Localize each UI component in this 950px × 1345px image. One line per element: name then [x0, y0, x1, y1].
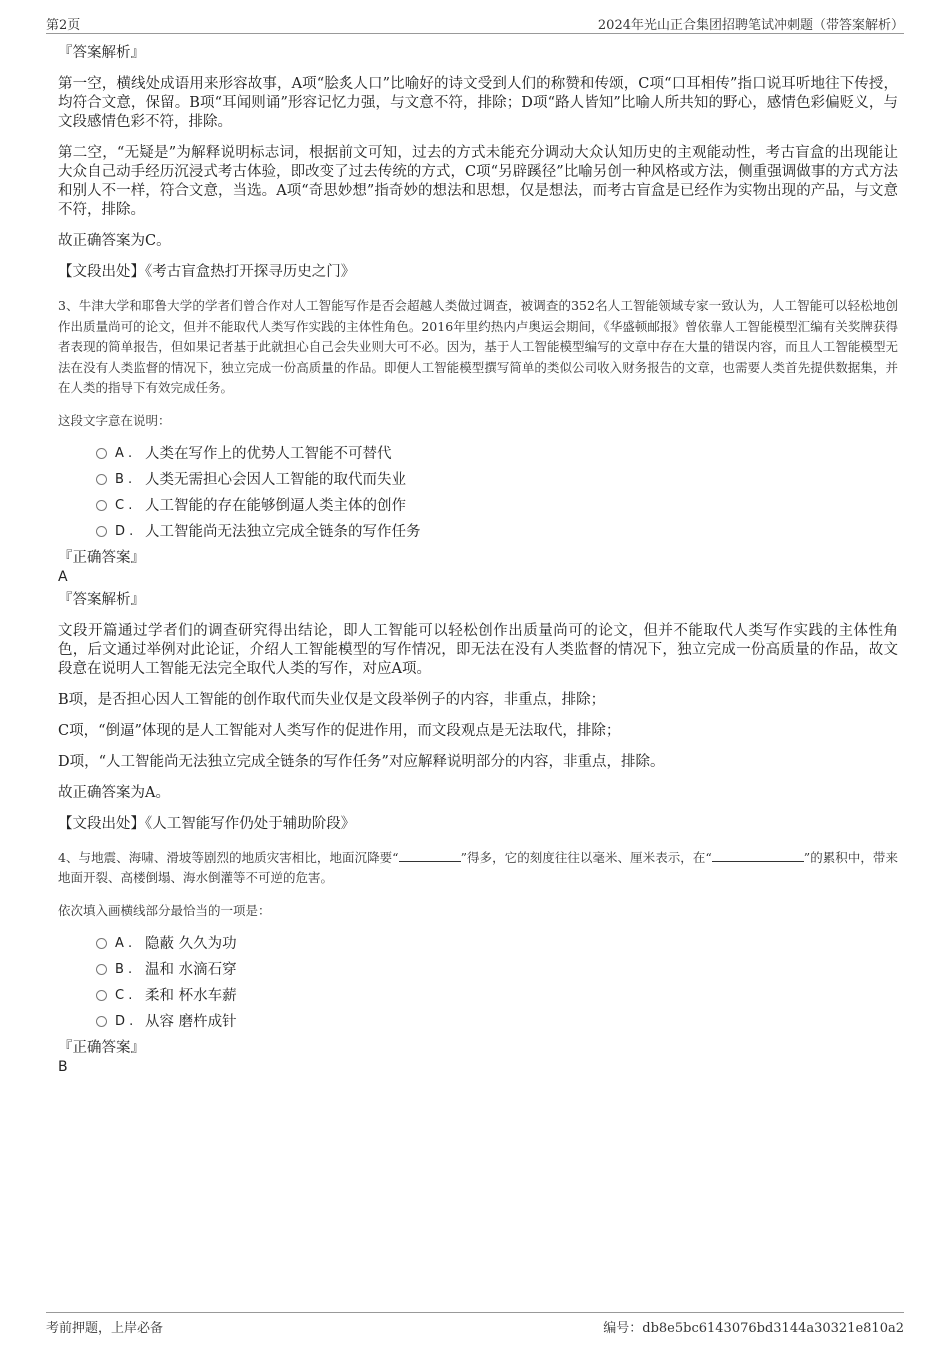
fill-blank-1	[399, 850, 461, 862]
option-b[interactable]	[96, 957, 898, 983]
answer-conclusion: 故正确答案为A。	[58, 784, 170, 801]
option-letter: D .	[115, 523, 134, 539]
option-letter: A .	[115, 935, 133, 951]
correct-answer-label: 『正确答案』	[58, 549, 145, 566]
option-text: 温和 水滴石穿	[145, 961, 237, 978]
correct-answer-value: B	[58, 1058, 68, 1075]
question-4-text-part: 4、与地震、海啸、滑坡等剧烈的地质灾害相比，地面沉降要“	[58, 849, 399, 865]
correct-answer-label: 『正确答案』	[58, 1039, 145, 1056]
question-3-prompt: 这段文字意在说明：	[58, 412, 171, 428]
analysis-paragraph: 第二空，“无疑是”为解释说明标志词，根据前文可知，过去的方式未能充分调动大众认知历史的主观能动性，考古盲盒的出现能让大众自己动手经历沉浸式考古体验，即改变了过去传统的方式，C项“另辟蹊径”比喻另创一种风格或方法，侧重强调做事的方式方法和别人不一样，符合文意，当选。A项“奇思妙想”指奇妙的想法和思想，仅是想法，而考古盲盒是已经作为实物出现的产品，与文意不符，排除。	[58, 145, 898, 218]
option-d[interactable]	[96, 1009, 898, 1035]
question-3-options	[96, 441, 898, 545]
radio-icon[interactable]	[96, 964, 107, 975]
radio-icon[interactable]	[96, 990, 107, 1001]
option-a[interactable]	[96, 441, 898, 467]
document-title: 2024年光山正合集团招聘笔试冲刺题（带答案解析）	[597, 18, 904, 33]
option-a[interactable]	[96, 931, 898, 957]
analysis-paragraph: B项，是否担心因人工智能的创作取代而失业仅是文段举例子的内容，非重点，排除；	[58, 691, 606, 708]
option-c[interactable]	[96, 983, 898, 1009]
page-header	[46, 12, 904, 34]
analysis-label: 『答案解析』	[58, 591, 145, 608]
question-4-text	[58, 848, 898, 889]
radio-icon[interactable]	[96, 500, 107, 511]
option-letter: C .	[115, 497, 133, 513]
option-letter: C .	[115, 987, 133, 1003]
option-letter: B .	[115, 471, 133, 487]
option-c[interactable]	[96, 493, 898, 519]
answer-conclusion: 故正确答案为C。	[58, 233, 171, 249]
source-citation: 【文段出处】《考古盲盒热打开探寻历史之门》	[58, 264, 356, 280]
footer-slogan: 考前押题，上岸必备	[46, 1321, 164, 1336]
question-4-text-part: ”的累积中，带来地面开裂、高楼倒塌、海水倒灌等不可逆的危害。	[58, 849, 898, 885]
document-code: 编号：db8e5bc6143076bd3144a30321e810a2	[603, 1321, 904, 1336]
page-content	[58, 44, 898, 1081]
option-text: 隐蔽 久久为功	[145, 935, 237, 952]
analysis-paragraph: 第一空，横线处成语用来形容故事，A项“脍炙人口”比喻好的诗文受到人们的称赞和传颂，C项“口耳相传”指口说耳听地往下传授，均符合文意，保留。B项“耳闻则诵”形容记忆力强，与文意不符，排除；D项“路人皆知”比喻人所共知的野心，感情色彩偏贬义，与文段感情色彩不符，排除。	[58, 76, 898, 130]
option-text: 柔和 杯水车薪	[145, 987, 237, 1004]
option-letter: A .	[115, 445, 133, 461]
radio-icon[interactable]	[96, 1016, 107, 1027]
radio-icon[interactable]	[96, 526, 107, 537]
page-footer	[46, 1312, 904, 1336]
analysis-paragraph: D项，“人工智能尚无法独立完成全链条的写作任务”对应解释说明部分的内容，非重点，排除。	[58, 753, 665, 770]
radio-icon[interactable]	[96, 474, 107, 485]
option-letter: D .	[115, 1013, 134, 1029]
question-3-text: 3、牛津大学和耶鲁大学的学者们曾合作对人工智能写作是否会超越人类做过调查，被调查的352名人工智能领域专家一致认为，人工智能可以轻松地创作出质量尚可的论文，但并不能取代人类写作实践的主体性角色。2016年里约热内卢奥运会期间，《华盛顿邮报》曾依靠人工智能模型汇编有关奖牌获得者表现的简单报告，但如果记者基于此就担心自己会失业则大可不必。因为，基于人工智能模型编写的文章中存在大量的错误内容，而且人工智能模型无法在没有人类监督的情况下，独立完成一份高质量的作品。即便人工智能模型撰写简单的类似公司收入财务报告的文章，也需要人类首先提供数据集，并在人类的指导下有效完成任务。	[58, 298, 898, 395]
option-d[interactable]	[96, 519, 898, 545]
option-text: 人工智能的存在能够倒逼人类主体的创作	[145, 497, 406, 514]
analysis-label: 『答案解析』	[58, 45, 145, 61]
question-4-prompt: 依次填入画横线部分最恰当的一项是：	[58, 902, 271, 918]
option-b[interactable]	[96, 467, 898, 493]
source-citation: 【文段出处】《人工智能写作仍处于辅助阶段》	[58, 815, 356, 832]
analysis-paragraph: 文段开篇通过学者们的调查研究得出结论，即人工智能可以轻松创作出质量尚可的论文，但并不能取代人类写作实践的主体性角色，后文通过举例对此论证，介绍人工智能模型的写作情况，即无法在没有人类监督的情况下，独立完成一份高质量的作品，故文段意在说明人工智能无法完全取代人类的写作，对应A项。	[58, 622, 898, 677]
radio-icon[interactable]	[96, 938, 107, 949]
radio-icon[interactable]	[96, 448, 107, 459]
option-text: 人类在写作上的优势人工智能不可替代	[145, 445, 392, 462]
analysis-paragraph: C项，“倒逼”体现的是人工智能对人类写作的促进作用，而文段观点是无法取代，排除；	[58, 722, 621, 739]
option-text: 人类无需担心会因人工智能的取代而失业	[145, 471, 406, 488]
page-number: 第2页	[46, 18, 81, 33]
option-letter: B .	[115, 961, 133, 977]
fill-blank-2	[712, 850, 804, 862]
option-text: 人工智能尚无法独立完成全链条的写作任务	[145, 523, 421, 540]
question-4-text-part: ”得多，它的刻度往往以毫米、厘米表示，在“	[460, 849, 712, 865]
option-text: 从容 磨杵成针	[145, 1013, 237, 1030]
question-4-options	[96, 931, 898, 1035]
correct-answer-value: A	[58, 568, 68, 585]
